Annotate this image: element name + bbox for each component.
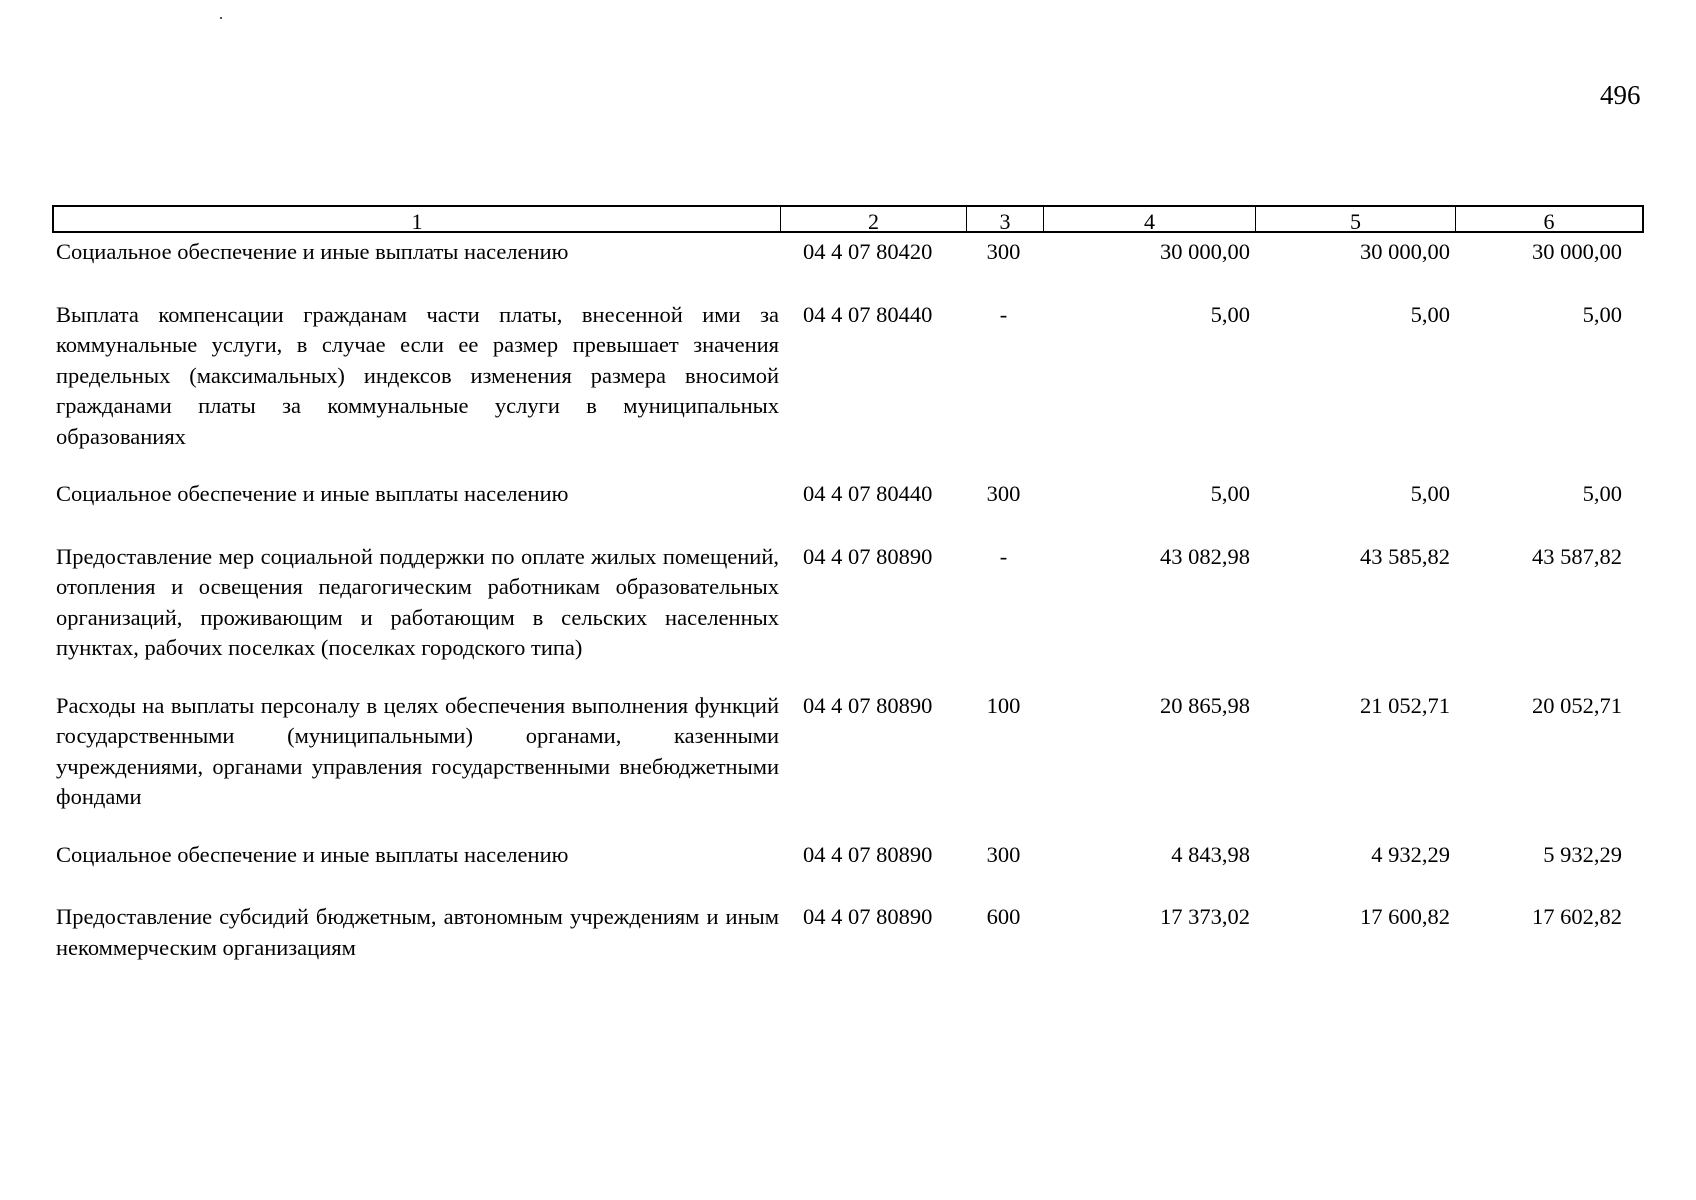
row-code: 04 4 07 80440: [803, 301, 933, 327]
row-amount-col-6: 5,00: [1582, 481, 1622, 506]
row-code: 04 4 07 80890: [803, 543, 933, 569]
row-description: Предоставление субсидий бюджетным, автономным учреждениям и иным некоммерческим организациям: [56, 904, 779, 960]
table-row: [52, 840, 1644, 871]
row-amount-col-6: 43 587,82: [1532, 543, 1622, 569]
table-row: [52, 237, 1644, 268]
row-amount-col-4: 5,00: [1210, 481, 1250, 506]
row-amount-col-6: 30 000,00: [1532, 239, 1622, 264]
row-expense-type: -: [999, 543, 1008, 569]
table-body: [52, 237, 1644, 963]
row-amount-col-4: 30 000,00: [1160, 239, 1250, 264]
row-description: Социальное обеспечение и иные выплаты населению: [56, 841, 569, 867]
row-expense-type: 600: [986, 904, 1021, 929]
row-amount-col-5: 43 585,82: [1360, 543, 1450, 569]
table-row: [52, 902, 1644, 963]
table-row: [52, 479, 1644, 510]
table-row: [52, 542, 1644, 664]
header-col-3: 3: [967, 207, 1044, 231]
row-code: 04 4 07 80420: [803, 239, 933, 264]
row-description: Социальное обеспечение и иные выплаты населению: [56, 239, 569, 264]
row-amount-col-4: 4 843,98: [1171, 841, 1250, 867]
row-code: 04 4 07 80890: [803, 692, 933, 718]
row-description: Выплата компенсации гражданам части платы, внесенной ими за коммунальные услуги, в случае если ее размер превышает значения предельных (максимальных) индексов изменения размера вносимой гражданами платы за коммунальные услуги в муниципальных образованиях: [56, 301, 779, 449]
header-col-2: 2: [781, 207, 967, 231]
header-col-1: 1: [54, 207, 781, 231]
row-code: 04 4 07 80890: [803, 841, 933, 867]
row-description: Предоставление мер социальной поддержки по оплате жилых помещений, отопления и освещения педагогическим работникам образовательных организаций, проживающим и работающим в сельских населенных пунктах, рабочих поселках (поселках городского типа): [56, 543, 779, 660]
row-description: Социальное обеспечение и иные выплаты населению: [56, 481, 569, 506]
row-amount-col-5: 5,00: [1410, 481, 1450, 506]
row-code: 04 4 07 80440: [803, 481, 933, 506]
row-amount-col-4: 20 865,98: [1160, 692, 1250, 718]
table-row: [52, 300, 1644, 453]
row-expense-type: 100: [986, 692, 1021, 718]
row-amount-col-4: 17 373,02: [1160, 904, 1250, 929]
row-amount-col-4: 43 082,98: [1160, 543, 1250, 569]
scan-speck: [220, 17, 222, 19]
row-code: 04 4 07 80890: [803, 904, 933, 929]
header-col-5: 5: [1256, 207, 1456, 231]
row-amount-col-6: 17 602,82: [1532, 904, 1622, 929]
header-col-4: 4: [1044, 207, 1256, 231]
row-expense-type: 300: [986, 239, 1021, 264]
row-amount-col-5: 21 052,71: [1360, 692, 1450, 718]
row-description: Расходы на выплаты персоналу в целях обеспечения выполнения функций государственными (муниципальными) органами, казенными учреждениями, органами управления государственными внебюджетными фондами: [56, 692, 779, 809]
row-amount-col-5: 17 600,82: [1360, 904, 1450, 929]
row-amount-col-5: 30 000,00: [1360, 239, 1450, 264]
table-row: [52, 691, 1644, 813]
row-amount-col-6: 5 932,29: [1543, 841, 1622, 867]
row-expense-type: 300: [986, 481, 1021, 506]
row-amount-col-6: 20 052,71: [1532, 692, 1622, 718]
row-amount-col-5: 5,00: [1410, 301, 1450, 327]
table-header: [52, 205, 1644, 233]
page-number: 496: [1600, 80, 1641, 110]
row-amount-col-5: 4 932,29: [1371, 841, 1450, 867]
row-amount-col-6: 5,00: [1582, 301, 1622, 327]
header-col-6: 6: [1543, 209, 1555, 234]
row-expense-type: 300: [986, 841, 1021, 867]
row-expense-type: -: [999, 301, 1008, 327]
row-amount-col-4: 5,00: [1210, 301, 1250, 327]
